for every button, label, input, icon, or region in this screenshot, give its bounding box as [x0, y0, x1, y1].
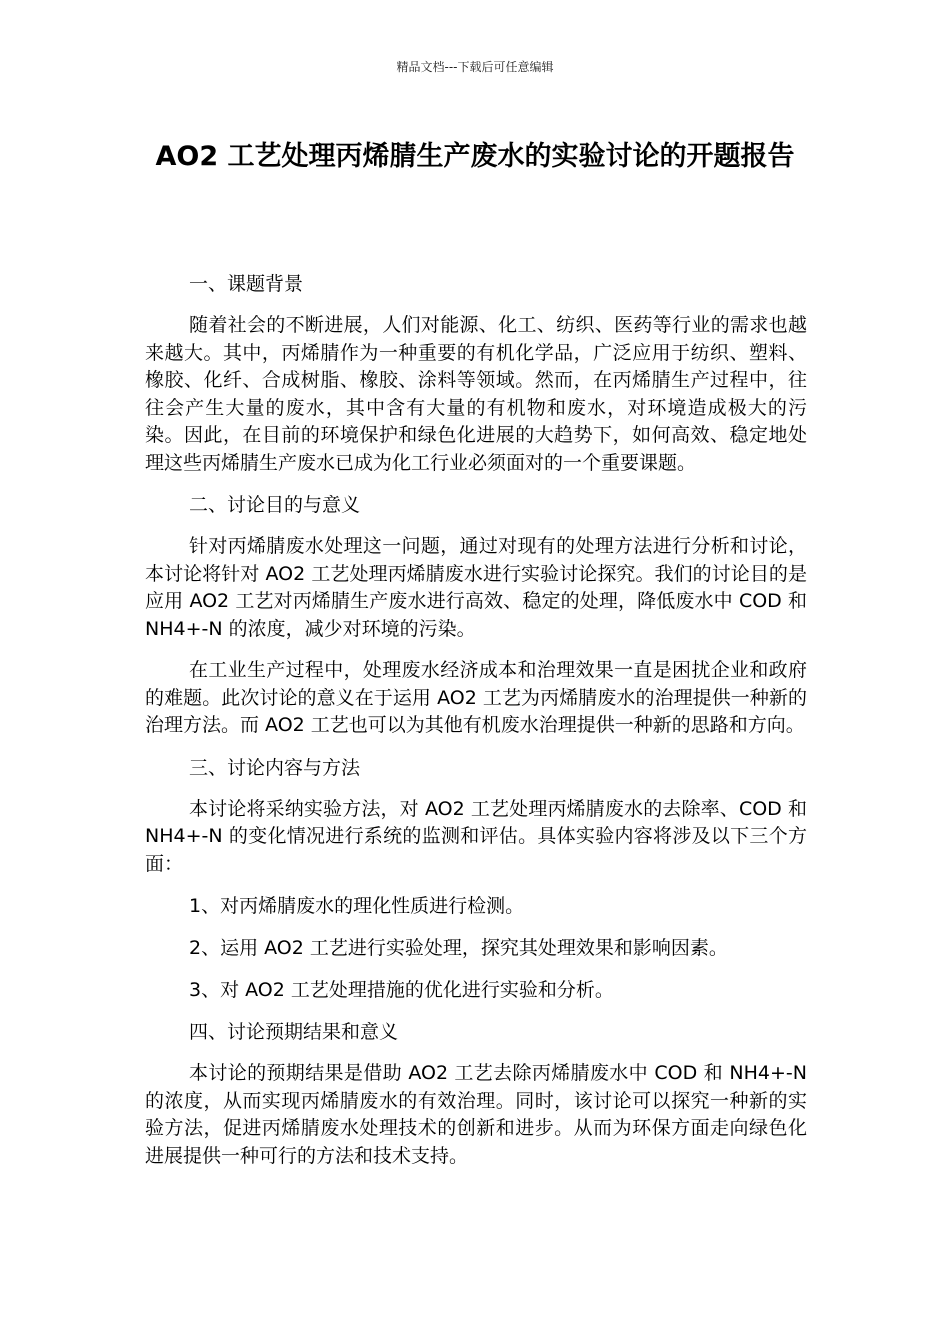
document-body — [145, 270, 807, 1184]
section-heading-purpose: 二、讨论目的与意义 — [189, 494, 361, 516]
paragraph-background: 随着社会的不断进展，人们对能源、化工、纺织、医药等行业的需求也越来越大。其中，丙烯腈作为一种重要的有机化学品，广泛应用于纺织、塑料、橡胶、化纤、合成树脂、橡胶、涂料等领域。然而，在丙烯腈生产过程中，往往会产生大量的废水，其中含有大量的有机物和废水，对环境造成极大的污染。因此，在目前的环境保护和绿色化进展的大趋势下，如何高效、稳定地处理这些丙烯腈生产废水已成为化工行业必须面对的一个重要课题。 — [145, 314, 807, 474]
section-heading-expected: 四、讨论预期结果和意义 — [189, 1021, 399, 1043]
section-heading-content-method: 三、讨论内容与方法 — [189, 756, 361, 779]
paragraph-expected: 本讨论的预期结果是借助 AO2 工艺去除丙烯腈废水中 COD 和 NH4+-N 的浓度，从而实现丙烯腈废水的有效治理。同时，该讨论可以探究一种新的实验方法，促进丙烯腈废水处理技术的创新和进步。从而为环保方面走向绿色化进展提供一种可行的方法和技术支持。 — [145, 1062, 807, 1167]
page-header-note: 精品文档---下载后可任意编辑 — [396, 60, 554, 74]
list-item-2: 2、运用 AO2 工艺进行实验处理，探究其处理效果和影响因素。 — [189, 937, 728, 959]
paragraph-purpose-1: 针对丙烯腈废水处理这一问题，通过对现有的处理方法进行分析和讨论，本讨论将针对 AO2 工艺处理丙烯腈废水进行实验讨论探究。我们的讨论目的是应用 AO2 工艺对丙烯腈生产废水进行高效、稳定的处理，降低废水中 COD 和 NH4+-N 的浓度，减少对环境的污染。 — [145, 535, 807, 640]
paragraph-purpose-2: 在工业生产过程中，处理废水经济成本和治理效果一直是困扰企业和政府的难题。此次讨论的意义在于运用 AO2 工艺为丙烯腈废水的治理提供一种新的治理方法。而 AO2 工艺也可以为其他有机废水治理提供一种新的思路和方向。 — [145, 659, 807, 736]
list-item-1: 1、对丙烯腈废水的理化性质进行检测。 — [189, 895, 525, 917]
paragraph-content-method: 本讨论将采纳实验方法，对 AO2 工艺处理丙烯腈废水的去除率、COD 和 NH4+-N 的变化情况进行系统的监测和评估。具体实验内容将涉及以下三个方面： — [145, 797, 807, 875]
list-item-3: 3、对 AO2 工艺处理措施的优化进行实验和分析。 — [189, 979, 614, 1001]
section-heading-background: 一、课题背景 — [189, 273, 304, 295]
document-title: AO2 工艺处理丙烯腈生产废水的实验讨论的开题报告 — [155, 141, 795, 172]
